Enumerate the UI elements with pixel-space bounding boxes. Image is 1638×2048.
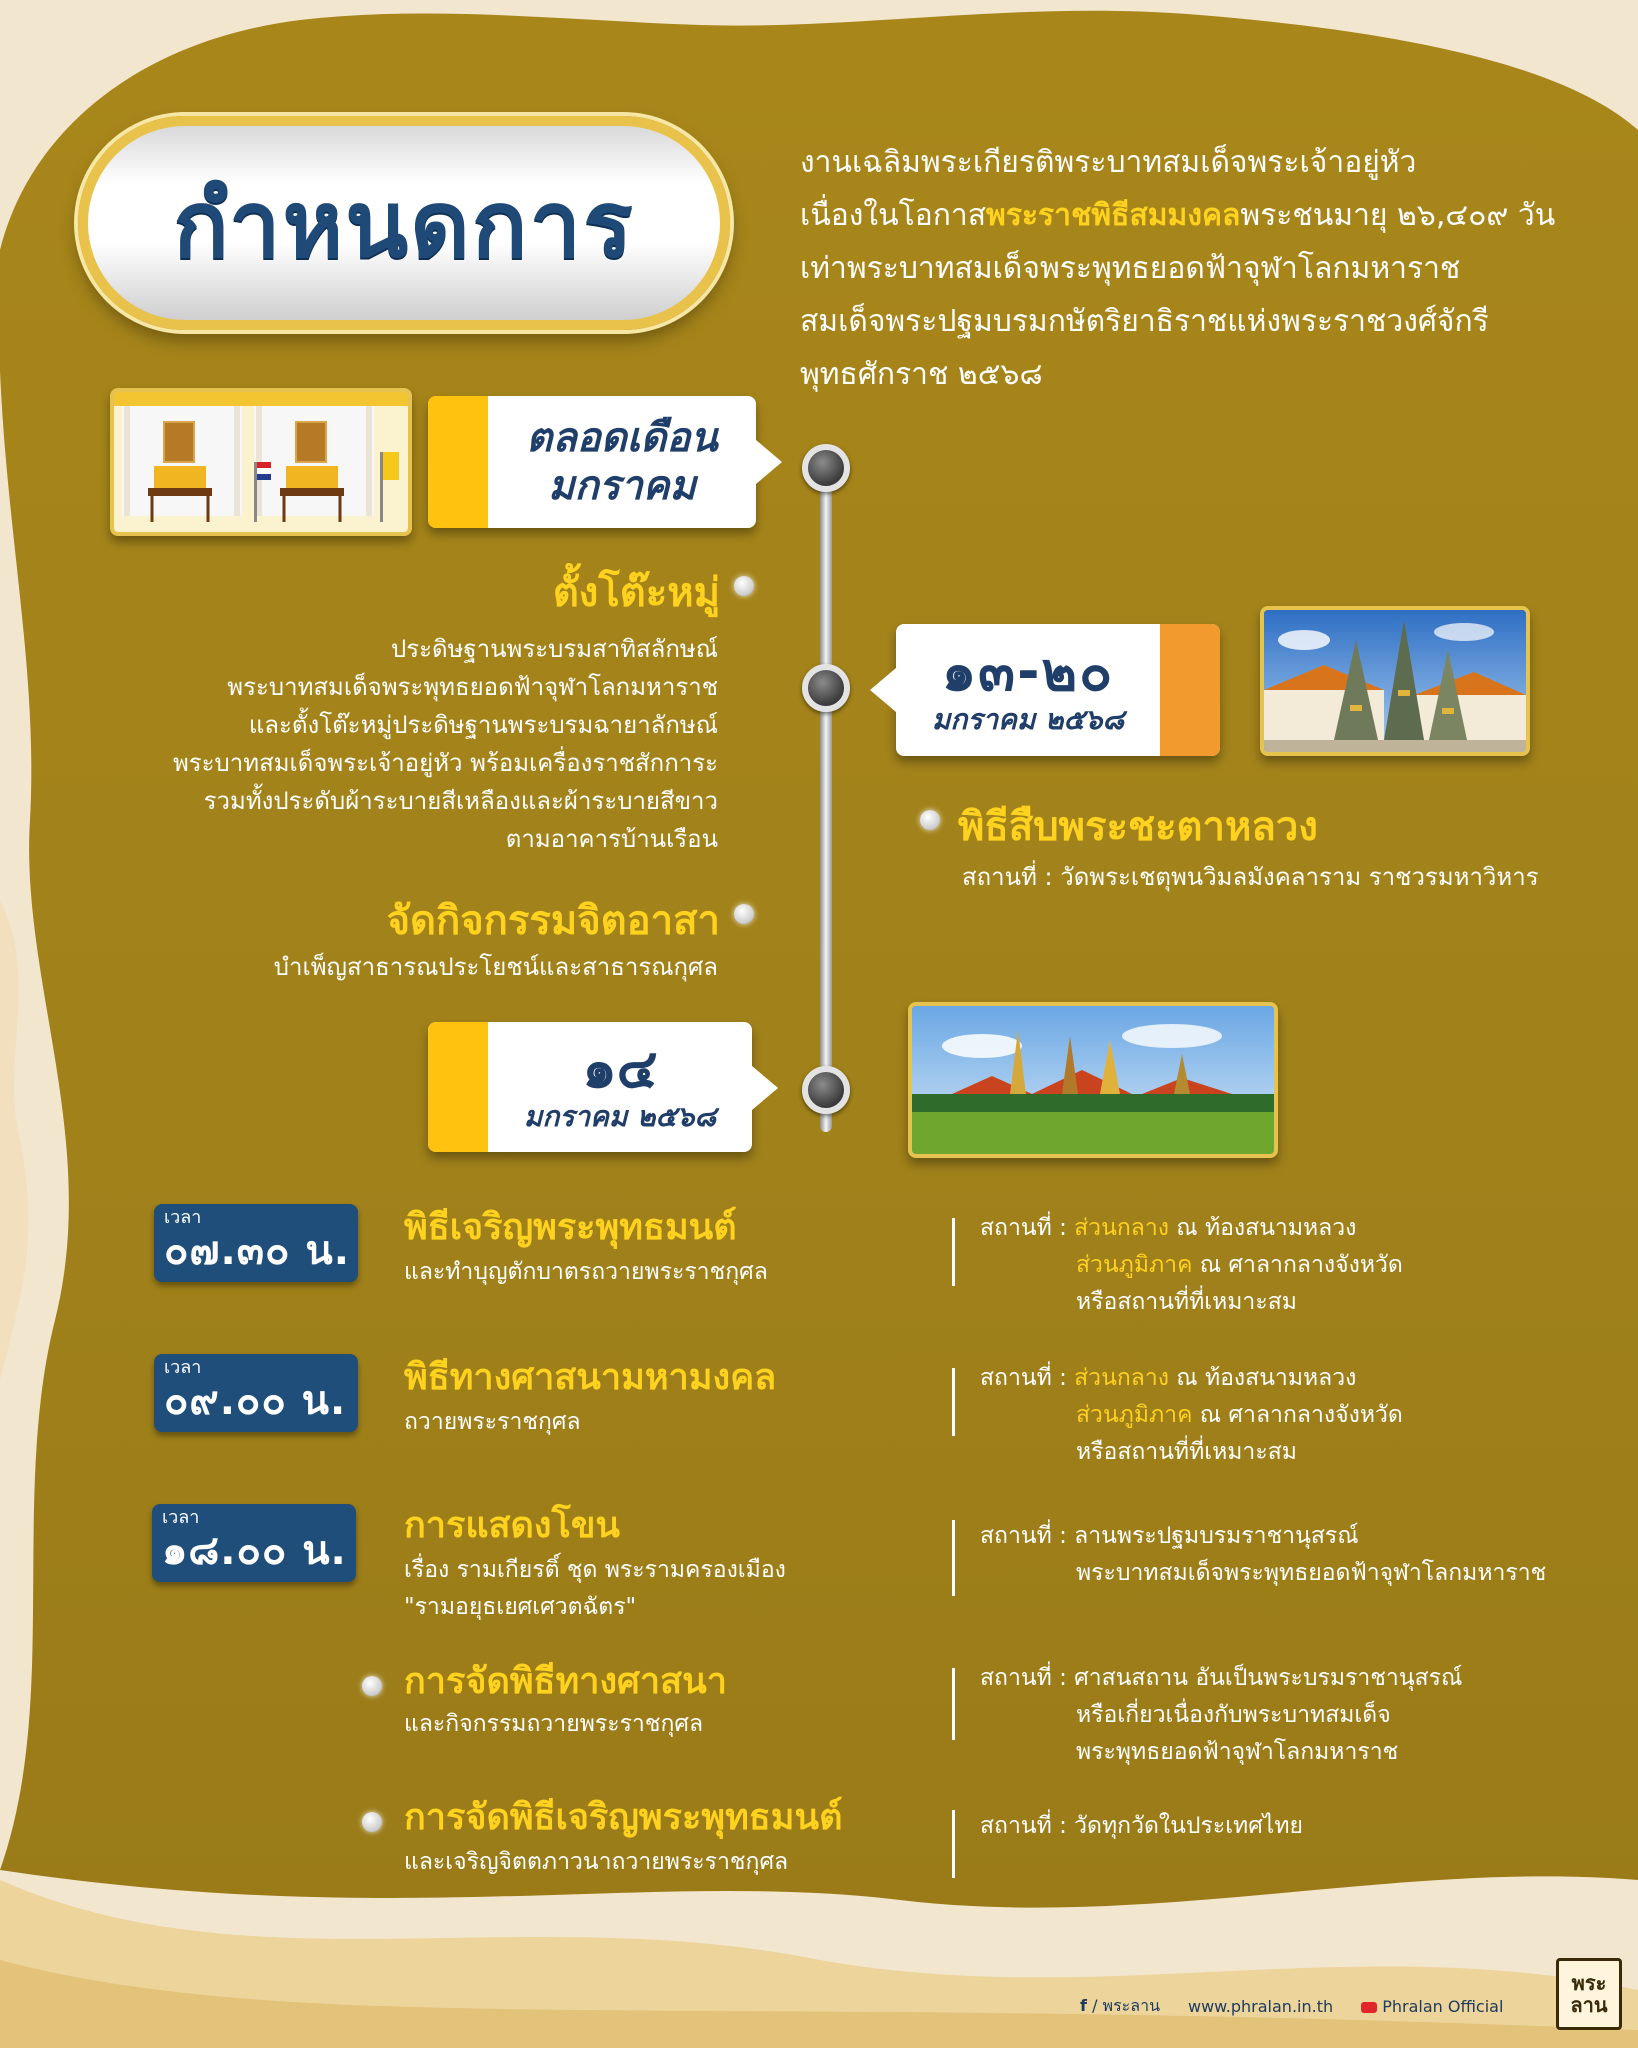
suep-chata-place: สถานที่ : วัดพระเชตุพนวิมลมังคลาราม ราชวรมหาวิหาร <box>962 863 1539 891</box>
location-line <box>980 1360 1403 1397</box>
schedule-divider <box>952 1810 955 1878</box>
location-highlight: ส่วนกลาง <box>1074 1215 1169 1241</box>
title-pill <box>78 116 730 330</box>
location-line <box>980 1808 1303 1845</box>
schedule-location <box>980 1518 1546 1592</box>
timeline-bar <box>820 460 832 1132</box>
timeline-node-icon <box>802 444 850 492</box>
phralan-logo: พระลาน <box>1556 1958 1622 2030</box>
youtube-link[interactable] <box>1361 1997 1503 2016</box>
tang-to-mu-line: พระบาทสมเด็จพระเจ้าอยู่หัว พร้อมเครื่องราชสักการะ <box>172 749 718 777</box>
time-label: เวลา <box>162 1507 200 1528</box>
facebook-handle: / พระลาน <box>1092 1995 1160 2015</box>
intro-line-2 <box>800 189 1620 242</box>
bullet-icon <box>362 1812 382 1832</box>
location-text: ลานพระปฐมบรมราชานุสรณ์ <box>1066 1523 1359 1549</box>
wat-pho-image <box>1264 610 1526 752</box>
subtitle-line: "รามอยุธเยศเศวตฉัตร" <box>404 1594 637 1620</box>
photo-altar-tables <box>110 388 412 536</box>
location-line: หรือเกี่ยวเนื่องกับพระบาทสมเด็จ <box>1076 1702 1391 1728</box>
timeline-node-icon <box>802 664 850 712</box>
tang-to-mu-heading: ตั้งโต๊ะหมู่ <box>552 570 720 616</box>
schedule-title: การจัดพิธีทางศาสนา <box>404 1661 727 1702</box>
time-label: เวลา <box>164 1207 202 1228</box>
time-badge-0730 <box>154 1204 358 1282</box>
intro-line-5: พุทธศักราช ๒๕๖๘ <box>800 357 1043 392</box>
suep-chata-heading: พิธีสืบพระชะตาหลวง <box>958 804 1318 850</box>
location-line <box>980 1247 1403 1284</box>
card-body <box>896 624 1160 756</box>
intro-line-4: สมเด็จพระปฐมบรมกษัตริยาธิราชแห่งพระราชวงศ์จักรี <box>800 304 1489 339</box>
bullet-icon <box>734 904 754 924</box>
facebook-icon: f <box>1080 1995 1087 2015</box>
card-day-line-2: มกราคม ๒๕๖๘ <box>523 1100 717 1133</box>
schedule-subtitle: และเจริญจิตตภาวนาถวายพระราชกุศล <box>404 1849 789 1875</box>
facebook-link[interactable] <box>1080 1994 1160 2019</box>
card-month-line-1: ตลอดเดือน <box>526 415 718 461</box>
card-range-line-1: ๑๓-๒๐ <box>941 640 1115 703</box>
time-badge-0900 <box>154 1354 358 1432</box>
location-line: หรือสถานที่ที่เหมาะสม <box>1076 1289 1297 1315</box>
card-pointer <box>752 1066 778 1110</box>
location-text: วัดทุกวัดในประเทศไทย <box>1066 1813 1304 1839</box>
schedule-divider <box>952 1368 955 1436</box>
schedule-location <box>980 1360 1403 1471</box>
location-highlight: ส่วนภูมิภาค <box>1076 1252 1193 1278</box>
schedule-location <box>980 1808 1303 1845</box>
schedule-divider <box>952 1520 955 1596</box>
schedule-subtitle: และทำบุญตักบาตรถวายพระราชกุศล <box>404 1259 768 1285</box>
card-band <box>1160 624 1220 756</box>
subtitle-line: เรื่อง รามเกียรติ์ ชุด พระรามครองเมือง <box>404 1557 786 1583</box>
location-label: สถานที่ : <box>980 1813 1067 1839</box>
location-line <box>980 1518 1546 1555</box>
grand-palace-image <box>912 1006 1274 1154</box>
footer <box>1000 1986 1560 2026</box>
card-body <box>488 1022 752 1152</box>
card-band <box>428 396 488 528</box>
location-text: ณ ท้องสนามหลวง <box>1168 1365 1357 1391</box>
card-pointer <box>870 668 896 712</box>
page-title: กำหนดการ <box>173 170 635 278</box>
schedule-subtitle <box>404 1552 786 1626</box>
intro-highlight: พระราชพิธีสมมงคล <box>986 198 1241 233</box>
location-line <box>980 1210 1403 1247</box>
card-band <box>428 1022 488 1152</box>
location-line: พระพุทธยอดฟ้าจุฬาโลกมหาราช <box>1076 1739 1399 1765</box>
intro-line-1: งานเฉลิมพระเกียรติพระบาทสมเด็จพระเจ้าอยู่หัว <box>800 145 1417 180</box>
location-label: สถานที่ : <box>980 1215 1067 1241</box>
tang-to-mu-line: รวมทั้งประดับผ้าระบายสีเหลืองและผ้าระบายสีขาว <box>203 787 718 815</box>
intro-text <box>800 136 1620 401</box>
card-range-line-2: มกราคม ๒๕๖๘ <box>931 703 1125 736</box>
volunteer-heading: จัดกิจกรรมจิตอาสา <box>386 898 720 944</box>
schedule-divider <box>952 1668 955 1740</box>
altar-tables-image <box>114 392 408 532</box>
card-body <box>488 396 756 528</box>
schedule-title: พิธีเจริญพระพุทธมนต์ <box>404 1207 737 1248</box>
date-card-day <box>428 1022 752 1152</box>
bullet-icon <box>734 576 754 596</box>
time-value: ๐๗.๓๐ น. <box>164 1228 350 1274</box>
location-line <box>980 1660 1462 1697</box>
youtube-channel: Phralan Official <box>1382 1996 1504 2016</box>
intro-line-2-post: พระชนมายุ ๒๖,๔๐๙ วัน <box>1240 198 1556 233</box>
location-text: ศาสนสถาน อันเป็นพระบรมราชานุสรณ์ <box>1066 1665 1463 1691</box>
location-label: สถานที่ : <box>980 1365 1067 1391</box>
photo-wat-pho <box>1260 606 1530 756</box>
intro-line-3: เท่าพระบาทสมเด็จพระพุทธยอดฟ้าจุฬาโลกมหาราช <box>800 251 1461 286</box>
schedule-location <box>980 1210 1403 1321</box>
photo-grand-palace <box>908 1002 1278 1158</box>
time-value: ๑๘.๐๐ น. <box>162 1528 347 1574</box>
tang-to-mu-line: ประดิษฐานพระบรมสาทิสลักษณ์ <box>390 635 718 663</box>
tang-to-mu-line: และตั้งโต๊ะหมู่ประดิษฐานพระบรมฉายาลักษณ์ <box>248 711 718 739</box>
bullet-icon <box>362 1676 382 1696</box>
card-pointer <box>756 440 782 484</box>
location-highlight: ส่วนภูมิภาค <box>1076 1402 1193 1428</box>
tang-to-mu-line: ตามอาคารบ้านเรือน <box>505 825 718 853</box>
tang-to-mu-line: พระบาทสมเด็จพระพุทธยอดฟ้าจุฬาโลกมหาราช <box>227 673 718 701</box>
date-card-range <box>896 624 1220 756</box>
schedule-title: การแสดงโขน <box>404 1505 621 1546</box>
location-text: ณ ศาลากลางจังหวัด <box>1192 1402 1403 1428</box>
tang-to-mu-description <box>100 630 718 858</box>
volunteer-description: บำเพ็ญสาธารณประโยชน์และสาธารณกุศล <box>273 953 718 981</box>
card-month-line-2: มกราคม <box>548 463 696 509</box>
location-text: ณ ศาลากลางจังหวัด <box>1192 1252 1403 1278</box>
location-label: สถานที่ : <box>980 1665 1067 1691</box>
website-link[interactable]: www.phralan.in.th <box>1188 1996 1334 2016</box>
time-value: ๐๙.๐๐ น. <box>164 1378 347 1424</box>
location-line <box>980 1397 1403 1434</box>
location-highlight: ส่วนกลาง <box>1074 1365 1169 1391</box>
date-card-month <box>428 396 756 528</box>
schedule-title: พิธีทางศาสนามหามงคล <box>404 1357 777 1398</box>
schedule-divider <box>952 1218 955 1286</box>
schedule-subtitle: ถวายพระราชกุศล <box>404 1409 581 1435</box>
schedule-location <box>980 1660 1462 1771</box>
location-line: หรือสถานที่ที่เหมาะสม <box>1076 1439 1297 1465</box>
bullet-icon <box>920 810 940 830</box>
card-day-line-1: ๑๔ <box>582 1037 658 1100</box>
youtube-icon <box>1361 2002 1377 2013</box>
time-badge-1800 <box>152 1504 356 1582</box>
intro-line-2-pre: เนื่องในโอกาส <box>800 198 987 233</box>
location-label: สถานที่ : <box>980 1523 1067 1549</box>
time-label: เวลา <box>164 1357 202 1378</box>
schedule-subtitle: และกิจกรรมถวายพระราชกุศล <box>404 1711 704 1737</box>
timeline-node-icon <box>802 1066 850 1114</box>
schedule-title: การจัดพิธีเจริญพระพุทธมนต์ <box>404 1797 843 1838</box>
location-line: พระบาทสมเด็จพระพุทธยอดฟ้าจุฬาโลกมหาราช <box>1076 1560 1547 1586</box>
location-text: ณ ท้องสนามหลวง <box>1168 1215 1357 1241</box>
